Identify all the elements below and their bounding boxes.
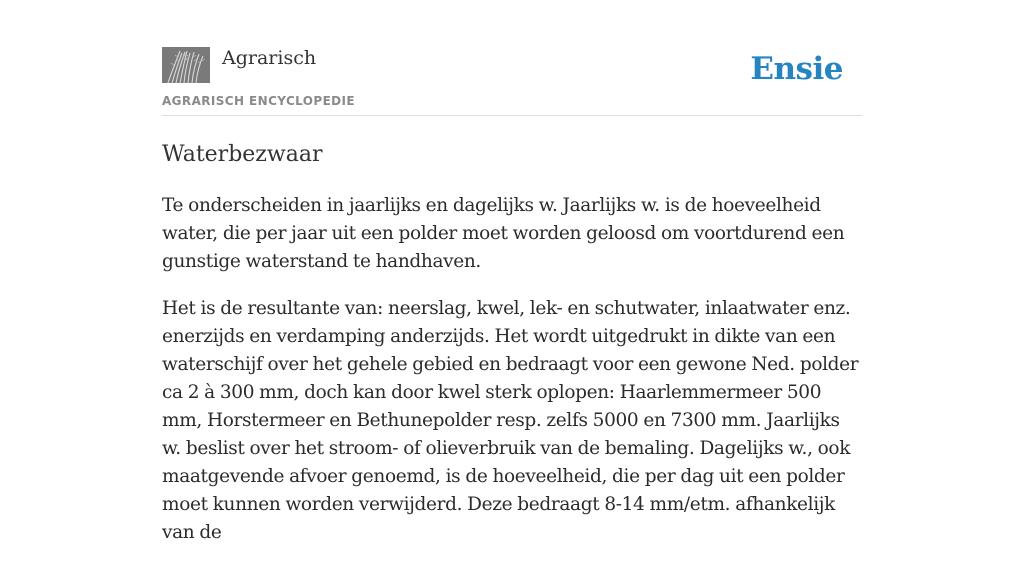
article-paragraph: Het is de resultante van: neerslag, kwel, lek- en schutwater, inlaatwater enz. enerzijds en verdamping anderzijds. Het wordt uitgedrukt in dikte van een waterschijf over het gehele gebied en bedraagt voor een gewone Ned. polder ca 2 à 300 mm, doch kan door kwel sterk oplopen: Haarlemmermeer 500 mm, Horstermeer en Bethunepolder resp. zelfs 5000 en 7300 mm. Jaarlijks w. beslist over het stroom- of olieverbruik van de bemaling. Dagelijks w., ook maatgevende afvoer genoemd, is de hoeveelheid, die per dag uit een polder moet kunnen worden verwijderd. Deze bedraagt 8-14 mm/etm. afhankelijk van de [162, 298, 859, 543]
source-subtitle[interactable]: AGRARISCH ENCYCLOPEDIE [162, 94, 355, 108]
article-paragraph: Te onderscheiden in jaarlijks en dagelijks w. Jaarlijks w. is de hoeveelheid water, die per jaar uit een polder moet worden geloosd om voortdurend een gunstige waterstand te handhaven. [162, 195, 845, 272]
source-avatar[interactable] [162, 47, 210, 83]
article-body [162, 192, 862, 566]
ensie-logo[interactable]: Ensie [750, 51, 843, 87]
article-title: Waterbezwaar [162, 142, 323, 167]
source-header [162, 0, 862, 116]
wheat-sheaf-icon [162, 47, 210, 83]
source-name[interactable]: Agrarisch [222, 47, 317, 69]
article-page [162, 0, 862, 543]
